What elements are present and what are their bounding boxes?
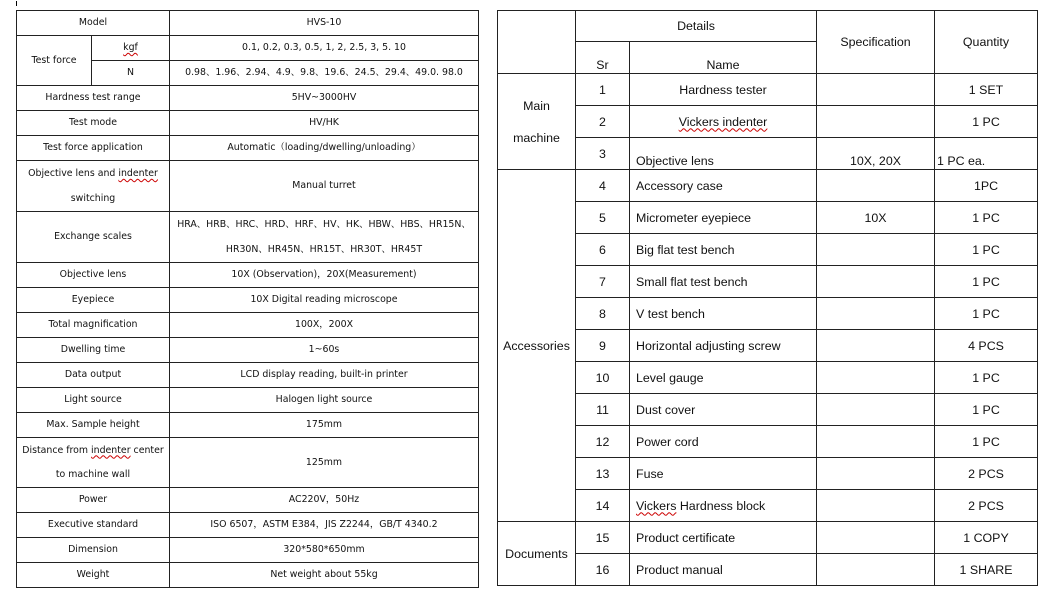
power-value: AC220V，50Hz: [170, 488, 479, 513]
row-sr: 4: [576, 170, 630, 202]
row-sr: 7: [576, 266, 630, 298]
row-spec: [817, 362, 935, 394]
row-sr: 10: [576, 362, 630, 394]
row-sr: 3: [576, 138, 630, 170]
row-qty: 1 COPY: [935, 522, 1038, 554]
spec-row-distance: [17, 438, 479, 488]
row-sr: 1: [576, 74, 630, 106]
light-label: Light source: [17, 388, 170, 413]
application-value: Automatic（loading/dwelling/unloading）: [170, 136, 479, 161]
row-name: Big flat test bench: [630, 234, 817, 266]
row-qty: 1 PC: [935, 234, 1038, 266]
table-row: [498, 106, 1038, 138]
power-label: Power: [17, 488, 170, 513]
distance-label-c: center to machine wall: [55, 444, 164, 480]
kgf-label-text: kgf: [123, 42, 138, 53]
spec-row-weight: [17, 563, 479, 588]
n-value: 0.98、1.96、2.94、4.9、9.8、19.6、24.5、29.4、49.0. 98.0: [170, 61, 479, 86]
row-name: V test bench: [630, 298, 817, 330]
row-name: Level gauge: [630, 362, 817, 394]
table-row: [498, 234, 1038, 266]
table-row: [498, 554, 1038, 586]
table-row: [498, 426, 1038, 458]
height-value: 175mm: [170, 413, 479, 438]
packing-list-table: [497, 10, 1038, 586]
group-main-line-2: machine: [513, 130, 560, 145]
spec-row-height: [17, 413, 479, 438]
row-spec: [817, 298, 935, 330]
table-row: [498, 458, 1038, 490]
row-spec: 10X: [817, 202, 935, 234]
row-sr: 15: [576, 522, 630, 554]
spec-row-scales: [17, 212, 479, 263]
spec-row-magnification: [17, 313, 479, 338]
row-qty: 4 PCS: [935, 330, 1038, 362]
row-qty: 1 SHARE: [935, 554, 1038, 586]
table-row: [498, 74, 1038, 106]
row-qty: 1PC: [935, 170, 1038, 202]
row-name: Accessory case: [630, 170, 817, 202]
row-qty: 1 PC: [935, 426, 1038, 458]
table-row: [498, 138, 1038, 170]
row-spec: [817, 522, 935, 554]
row-spec: 10X, 20X: [817, 138, 935, 170]
hardness-label: Hardness test range: [17, 86, 170, 111]
row-sr: 5: [576, 202, 630, 234]
switching-value: Manual turret: [170, 161, 479, 212]
group-accessories: Accessories: [498, 170, 576, 522]
output-label: Data output: [17, 363, 170, 388]
kgf-value: 0.1, 0.2, 0.3, 0.5, 1, 2, 2.5, 3, 5. 10: [170, 36, 479, 61]
spec-row-mode: [17, 111, 479, 136]
row-name-text-b: Hardness block: [676, 498, 766, 513]
light-value: Halogen light source: [170, 388, 479, 413]
spec-row-dwelling: [17, 338, 479, 363]
spec-row-model: [17, 11, 479, 36]
row-sr: 9: [576, 330, 630, 362]
table-row: [498, 362, 1038, 394]
magnification-value: 100X，200X: [170, 313, 479, 338]
group-main-machine: [498, 74, 576, 170]
row-sr: 14: [576, 490, 630, 522]
table-row: [498, 298, 1038, 330]
spec-row-application: [17, 136, 479, 161]
table-row: [498, 202, 1038, 234]
test-force-label: Test force: [17, 36, 92, 86]
table-row: [498, 170, 1038, 202]
scales-label: Exchange scales: [17, 212, 170, 263]
row-qty: 2 PCS: [935, 458, 1038, 490]
scales-value: HRA、HRB、HRC、HRD、HRF、HV、HK、HBW、HBS、HR15N、 HR30N、HR45N、HR15T、HR30T、HR45T: [170, 212, 479, 263]
spec-row-eyepiece: [17, 288, 479, 313]
switching-label-b: indenter: [118, 168, 158, 179]
objective-label: Objective lens: [17, 263, 170, 288]
row-qty: 1 PC: [935, 394, 1038, 426]
row-sr: 2: [576, 106, 630, 138]
table-row: [498, 522, 1038, 554]
height-label: Max. Sample height: [17, 413, 170, 438]
group-documents: Documents: [498, 522, 576, 586]
row-spec: [817, 106, 935, 138]
row-qty: 1 SET: [935, 74, 1038, 106]
model-label: Model: [17, 11, 170, 36]
hardness-value: 5HV~3000HV: [170, 86, 479, 111]
spec-row-output: [17, 363, 479, 388]
row-sr: 11: [576, 394, 630, 426]
row-name: Micrometer eyepiece: [630, 202, 817, 234]
distance-label: [17, 438, 170, 488]
row-qty: 1 PC: [935, 362, 1038, 394]
application-label: Test force application: [17, 136, 170, 161]
dwelling-value: 1~60s: [170, 338, 479, 363]
sr-header: Sr: [576, 42, 630, 74]
switching-label: [17, 161, 170, 212]
kgf-label: [92, 36, 170, 61]
row-name: [630, 490, 817, 522]
row-name: Objective lens: [630, 138, 817, 170]
model-value: HVS-10: [170, 11, 479, 36]
row-name: Power cord: [630, 426, 817, 458]
magnification-label: Total magnification: [17, 313, 170, 338]
row-name: Horizontal adjusting screw: [630, 330, 817, 362]
switching-label-a: Objective lens and: [28, 168, 119, 179]
row-name-text-a: Vickers: [636, 498, 677, 513]
row-sr: 16: [576, 554, 630, 586]
row-qty: 1 PC: [935, 298, 1038, 330]
table-row: [498, 490, 1038, 522]
qty-header: Quantity: [935, 11, 1038, 74]
spec-row-dimension: [17, 538, 479, 563]
table-row: [498, 330, 1038, 362]
corner-mark: [16, 1, 17, 6]
eyepiece-value: 10X Digital reading microscope: [170, 288, 479, 313]
distance-label-a: Distance from: [22, 444, 92, 456]
row-name: Fuse: [630, 458, 817, 490]
row-sr: 6: [576, 234, 630, 266]
row-sr: 12: [576, 426, 630, 458]
spec-row-objective: [17, 263, 479, 288]
row-qty: 1 PC: [935, 202, 1038, 234]
group-header-blank: [498, 11, 576, 74]
row-name: Small flat test bench: [630, 266, 817, 298]
group-main-line-1: Main: [523, 98, 550, 113]
row-name: [630, 106, 817, 138]
switching-label-c: switching: [70, 193, 116, 204]
spec-row-kgf: [17, 36, 479, 61]
row-spec: [817, 394, 935, 426]
spec-row-switching: [17, 161, 479, 212]
eyepiece-label: Eyepiece: [17, 288, 170, 313]
row-spec: [817, 426, 935, 458]
row-qty: 1 PC: [935, 266, 1038, 298]
n-label: N: [92, 61, 170, 86]
spec-row-standard: [17, 513, 479, 538]
details-header: Details: [576, 11, 817, 42]
row-name: Dust cover: [630, 394, 817, 426]
row-spec: [817, 74, 935, 106]
row-sr: 13: [576, 458, 630, 490]
row-qty: 2 PCS: [935, 490, 1038, 522]
dimension-label: Dimension: [17, 538, 170, 563]
row-qty: 1 PC: [935, 106, 1038, 138]
name-header: Name: [630, 42, 817, 74]
spec-row-light: [17, 388, 479, 413]
row-spec: [817, 554, 935, 586]
spec-header: Specification: [817, 11, 935, 74]
spec-row-power: [17, 488, 479, 513]
row-spec: [817, 170, 935, 202]
row-spec: [817, 490, 935, 522]
mode-label: Test mode: [17, 111, 170, 136]
standard-value: ISO 6507，ASTM E384，JIS Z2244，GB/T 4340.2: [170, 513, 479, 538]
row-spec: [817, 266, 935, 298]
dwelling-label: Dwelling time: [17, 338, 170, 363]
dimension-value: 320*580*650mm: [170, 538, 479, 563]
row-name: Product certificate: [630, 522, 817, 554]
weight-label: Weight: [17, 563, 170, 588]
spec-row-hardness: [17, 86, 479, 111]
row-spec: [817, 330, 935, 362]
parts-header-row-1: [498, 11, 1038, 42]
distance-label-b: indenter: [91, 444, 131, 456]
table-row: [498, 394, 1038, 426]
row-sr: 8: [576, 298, 630, 330]
weight-value: Net weight about 55kg: [170, 563, 479, 588]
distance-value: 125mm: [170, 438, 479, 488]
row-name: Product manual: [630, 554, 817, 586]
standard-label: Executive standard: [17, 513, 170, 538]
specification-table: [16, 10, 479, 588]
mode-value: HV/HK: [170, 111, 479, 136]
table-row: [498, 266, 1038, 298]
row-name: Hardness tester: [630, 74, 817, 106]
output-value: LCD display reading, built-in printer: [170, 363, 479, 388]
row-name-text: Vickers indenter: [678, 114, 768, 129]
row-spec: [817, 234, 935, 266]
objective-value: 10X (Observation)，20X(Measurement): [170, 263, 479, 288]
row-qty: 1 PC ea.: [935, 138, 1038, 170]
row-spec: [817, 458, 935, 490]
